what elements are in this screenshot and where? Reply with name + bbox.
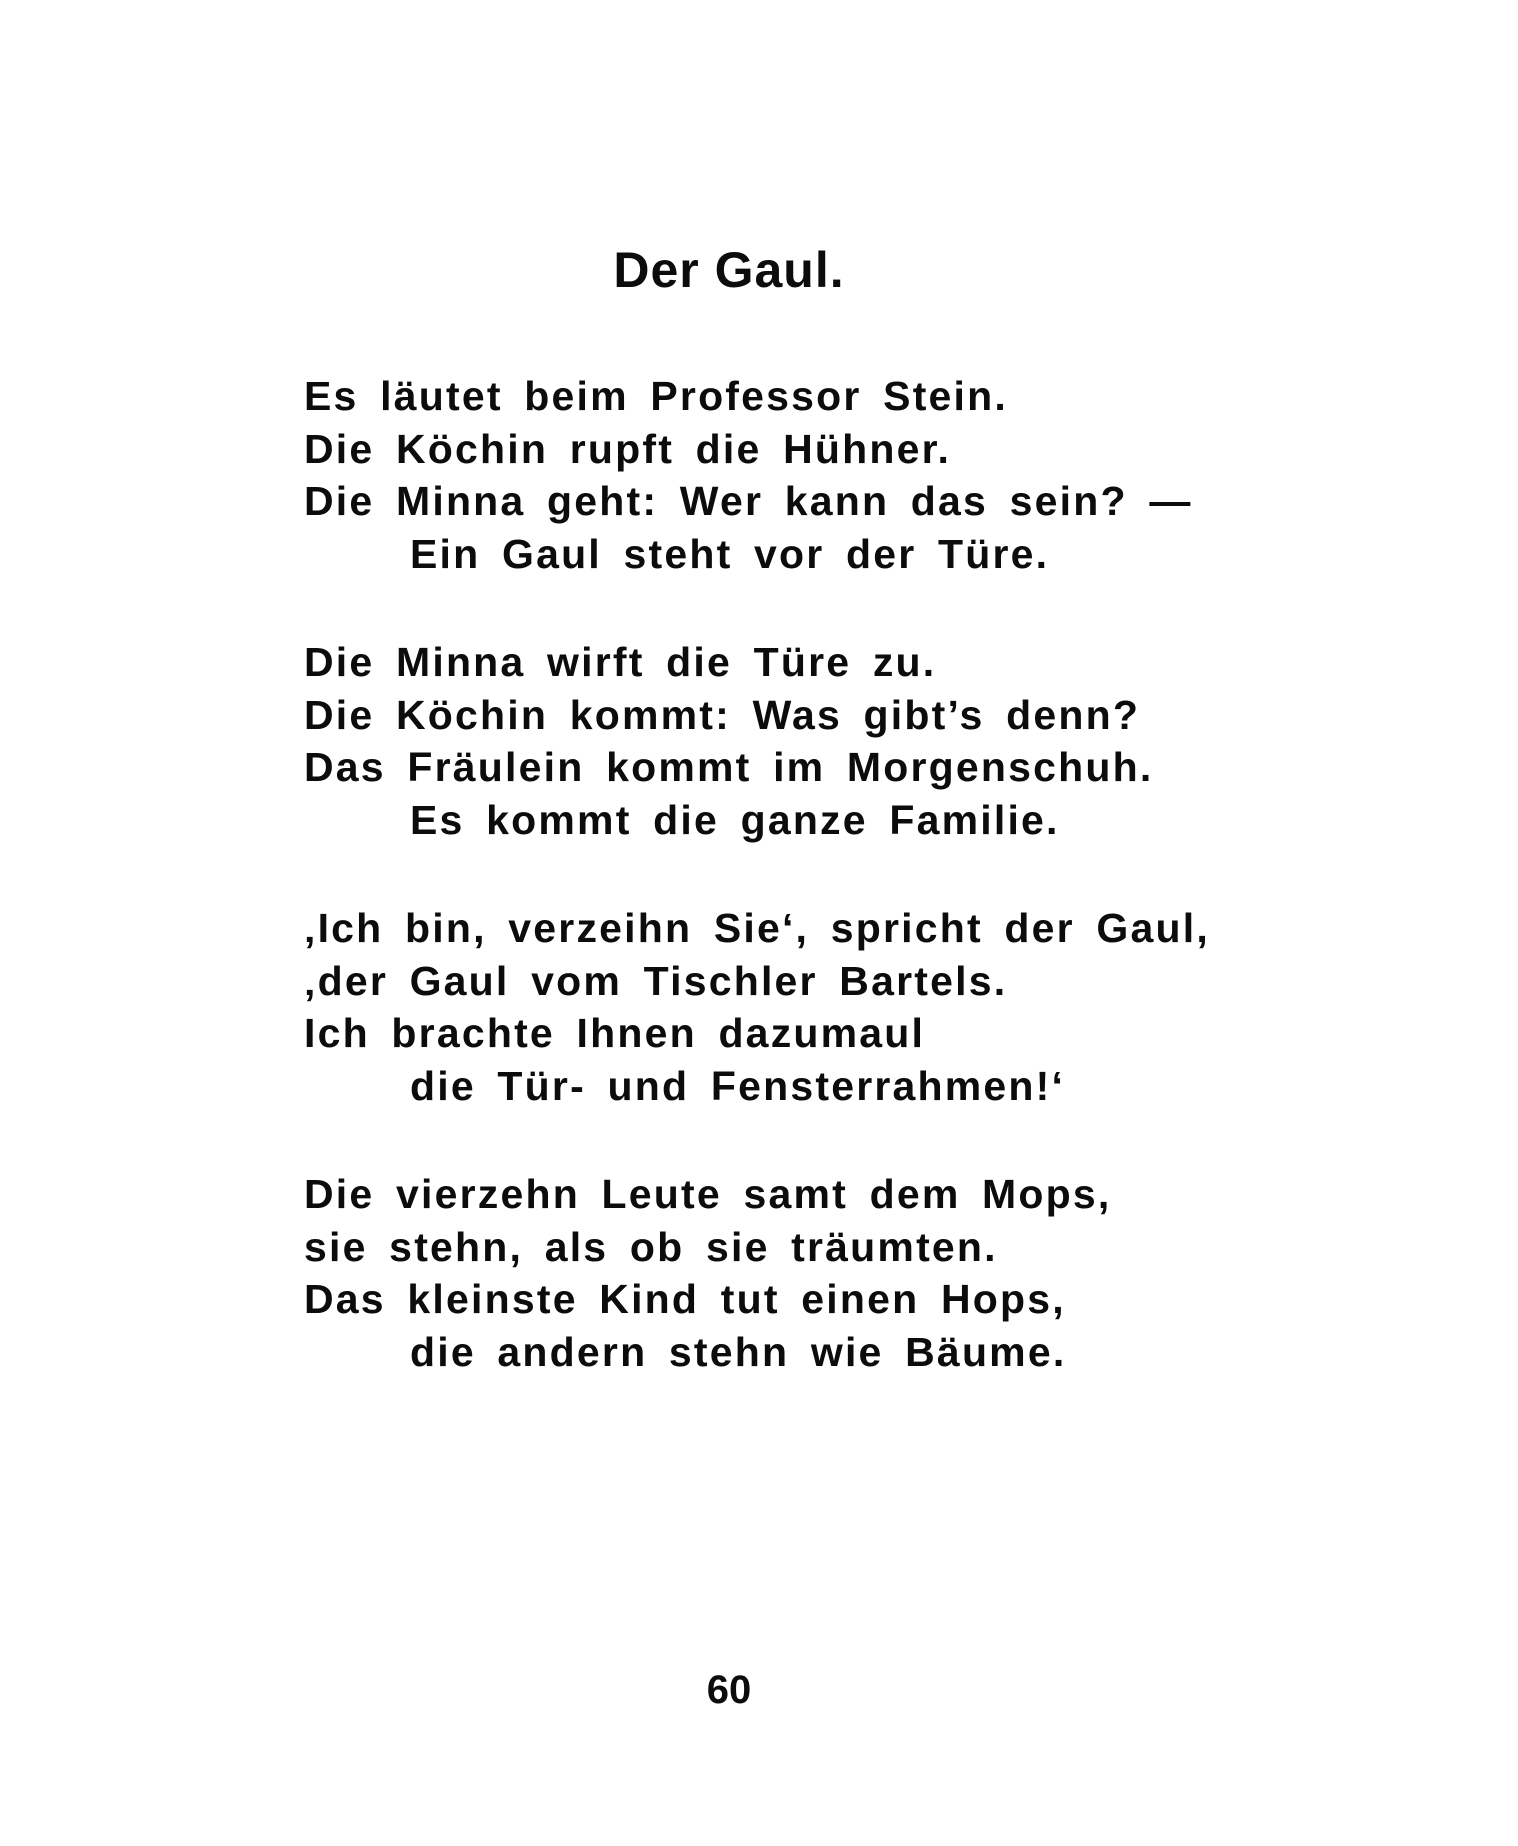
page-number: 60 xyxy=(706,1668,752,1712)
poem-line: Die Köchin kommt: Was gibt’s denn? xyxy=(304,691,1141,738)
poem-line: Die vierzehn Leute samt dem Mops, xyxy=(304,1171,1112,1217)
poem-body xyxy=(304,370,1304,1434)
stanza-2 xyxy=(304,636,1304,846)
poem-line: ‚der Gaul vom Tischler Bartels. xyxy=(304,957,1008,1004)
poem-line: Das kleinste Kind tut einen Hops, xyxy=(304,1276,1066,1322)
poem-line: sie stehn, als ob sie träumten. xyxy=(304,1223,998,1270)
stanza-4 xyxy=(304,1168,1304,1378)
poem-line: Die Köchin rupft die Hühner. xyxy=(304,425,952,472)
poem-line-indented: Es kommt die ganze Familie. xyxy=(410,796,1060,843)
poem-line: Ich brachte Ihnen dazumaul xyxy=(304,1010,926,1056)
poem-line-indented: die Tür- und Fensterrahmen!‘ xyxy=(410,1062,1066,1109)
poem-line-indented: die andern stehn wie Bäume. xyxy=(410,1328,1067,1375)
poem-line: Das Fräulein kommt im Morgenschuh. xyxy=(304,744,1154,790)
poem-line: ‚Ich bin, verzeihn Sie‘, spricht der Gaul, xyxy=(304,905,1210,951)
stanza-3 xyxy=(304,902,1304,1112)
poem-line: Die Minna geht: Wer kann das sein? — xyxy=(304,478,1193,524)
poem-line: Die Minna wirft die Türe zu. xyxy=(304,639,937,685)
poem-title: Der Gaul. xyxy=(613,242,845,298)
stanza-1 xyxy=(304,370,1304,580)
poem-line-indented: Ein Gaul steht vor der Türe. xyxy=(410,530,1050,577)
poem-line: Es läutet beim Professor Stein. xyxy=(304,373,1008,419)
